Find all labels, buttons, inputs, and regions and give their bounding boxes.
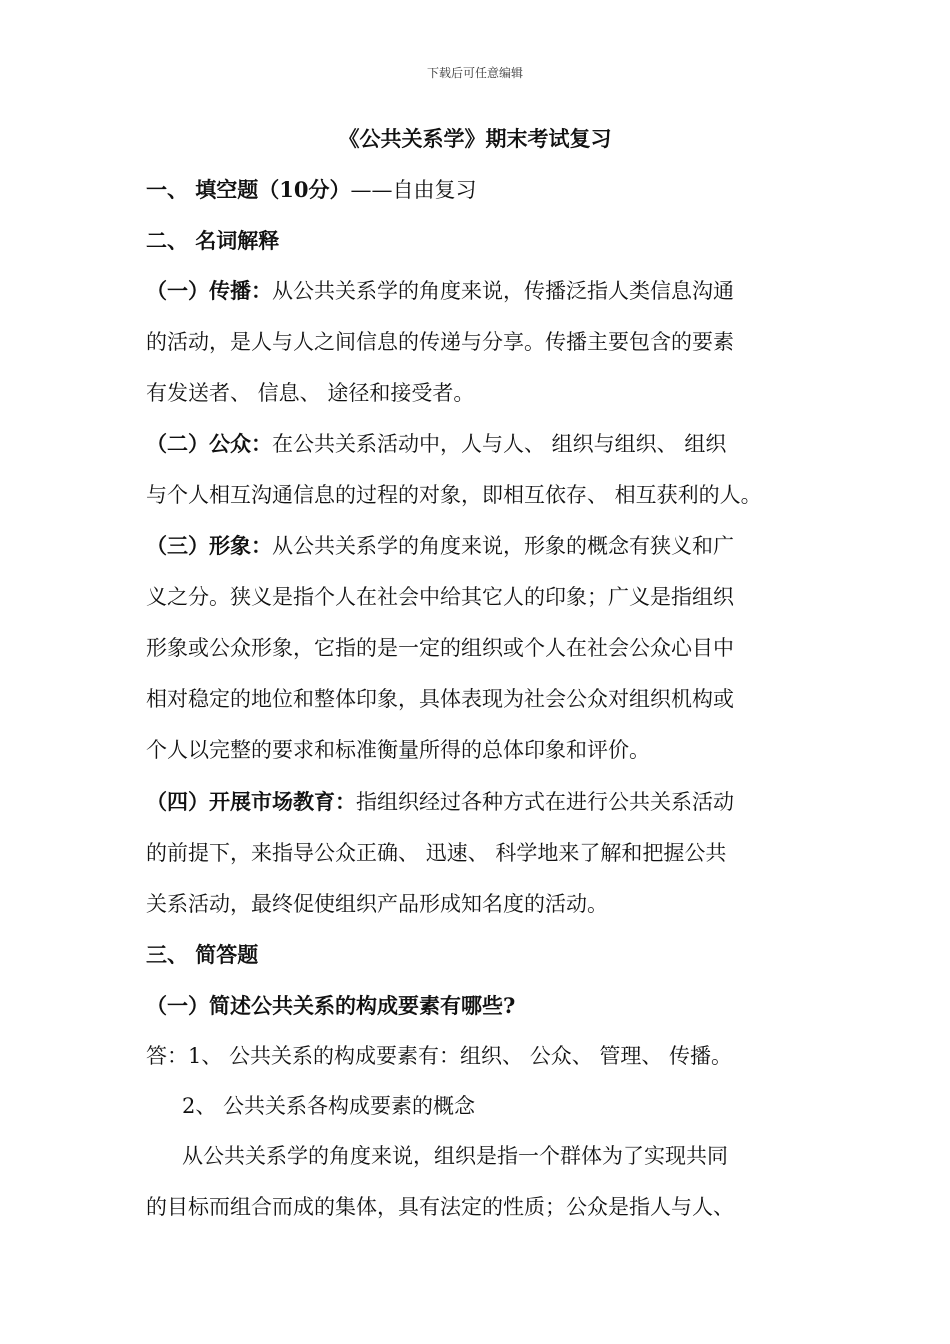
term-3-line-2: 义之分。狭义是指个人在社会中给其它人的印象；广义是指组织 [146,585,734,609]
term-3-label: （三）形象： [146,533,272,558]
term-1-line-2: 的活动，是人与人之间信息的传递与分享。传播主要包含的要素 [146,330,734,354]
section-1-suffix: ——自由复习 [350,178,477,202]
term-2-text: 在公共关系活动中，人与人、 组织与组织、 组织 [272,432,727,456]
answer-line-3: 从公共关系学的角度来说，组织是指一个群体为了实现共同 [182,1144,728,1168]
term-3-line-3: 形象或公众形象，它指的是一定的组织或个人在社会公众心目中 [146,636,734,660]
term-3-line-1 [146,530,734,560]
section-2-heading: 二、 名词解释 [146,228,280,253]
term-1-text: 从公共关系学的角度来说，传播泛指人类信息沟通 [272,279,734,303]
term-1-line-1 [146,275,734,305]
term-2-label: （二）公众： [146,431,272,456]
term-4-line-2: 的前提下，来指导公众正确、 迅速、 科学地来了解和把握公共 [146,841,727,865]
answer-line-1: 答：1、 公共关系的构成要素有：组织、 公众、 管理、 传播。 [146,1044,733,1068]
term-4-label: （四）开展市场教育： [146,789,356,814]
section-3-heading: 三、 简答题 [146,942,259,967]
term-4-line-1 [146,786,734,816]
section-1-heading: 一、 填空题（10分） [146,177,351,202]
term-3-text: 从公共关系学的角度来说，形象的概念有狭义和广 [272,534,734,558]
section-3-question: （一）简述公共关系的构成要素有哪些? [146,993,516,1018]
term-3-line-4: 相对稳定的地位和整体印象，具体表现为社会公众对组织机构或 [146,687,734,711]
term-4-text: 指组织经过各种方式在进行公共关系活动 [356,790,734,814]
answer-line-4: 的目标而组合而成的集体，具有法定的性质；公众是指人与人、 [146,1195,734,1219]
term-2-line-2: 与个人相互沟通信息的过程的对象，即相互依存、 相互获利的人。 [146,483,762,507]
term-4-line-3: 关系活动，最终促使组织产品形成知名度的活动。 [146,892,608,916]
document-title: 《公共关系学》期末考试复习 [338,126,612,151]
header-note: 下载后可任意编辑 [426,66,523,80]
section-1 [146,174,477,204]
term-1-line-3: 有发送者、 信息、 途径和接受者。 [146,381,475,405]
term-3-line-5: 个人以完整的要求和标准衡量所得的总体印象和评价。 [146,738,650,762]
term-2-line-1 [146,428,726,458]
answer-line-2: 2、 公共关系各构成要素的概念 [182,1094,476,1118]
term-1-label: （一）传播： [146,278,272,303]
